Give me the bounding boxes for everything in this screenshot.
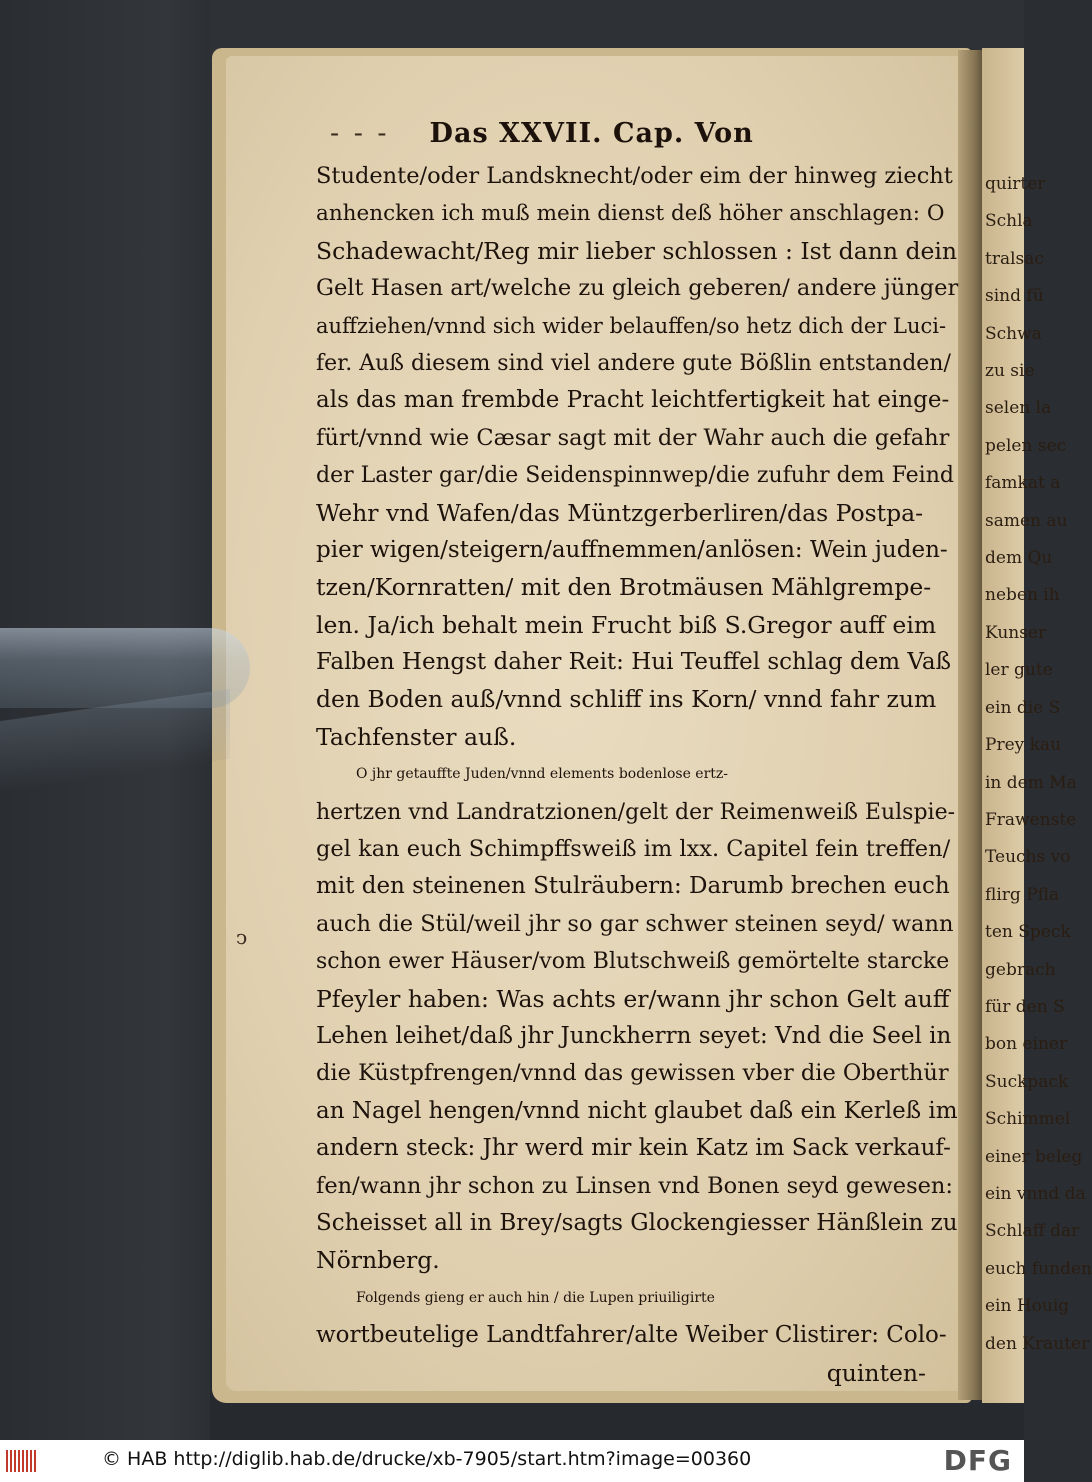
text-line: Studente/oder Landsknecht/oder eim der hinweg ziecht <box>316 163 953 189</box>
margin-mark: ↄ <box>236 925 248 949</box>
next-page-line: Schla <box>985 211 1033 232</box>
text-line: quinten- <box>826 1358 926 1387</box>
footer-bar <box>0 1440 1024 1482</box>
next-page-line: den Krauter <box>985 1333 1090 1354</box>
next-page-line: tralsac <box>985 248 1044 269</box>
next-page-fragments <box>982 166 1092 1363</box>
dfg-logo: DFG <box>943 1444 1012 1477</box>
next-page-line: bon einer <box>985 1034 1068 1055</box>
header-dashes: - - - <box>330 118 390 149</box>
text-line: O jhr getauffte Juden/vnnd elements bodenlose ertz- <box>356 766 729 783</box>
next-page-line: Frawenste <box>985 809 1077 830</box>
page-text <box>316 158 959 1392</box>
next-page-line: Schimmel <box>985 1109 1071 1130</box>
footer-credit: © HAB http://diglib.hab.de/drucke/xb-7905/start.htm?image=00360 <box>102 1448 752 1470</box>
text-line: mit den steinenen Stulräubern: Darumb brechen euch <box>316 873 950 900</box>
text-line: len. Ja/ich behalt mein Frucht biß S.Gregor auff eim <box>316 610 937 639</box>
next-page-line: dem Qu <box>985 548 1053 569</box>
next-page-line: ler gute <box>985 660 1053 681</box>
next-page-line: Teuchs vo <box>985 847 1071 868</box>
next-page-line: pelen sec <box>985 435 1067 456</box>
next-page-line: für den S <box>985 996 1065 1017</box>
text-line: Wehr vnd Wafen/das Müntzgerberliren/das Postpa- <box>316 498 924 527</box>
next-page-line: selen la <box>985 398 1052 419</box>
hab-logo-icon <box>6 1450 40 1472</box>
text-line: auch die Stül/weil jhr so gar schwer steinen seyd/ wann <box>316 910 954 937</box>
text-line: anhencken ich muß mein dienst deß höher anschlagen: O <box>316 201 945 227</box>
text-line: auffziehen/vnnd sich wider belauffen/so hetz dich der Luci- <box>316 313 947 338</box>
text-line: Folgends gieng er auch hin / die Lupen priuiligirte <box>356 1289 715 1306</box>
next-page-line: famkat a <box>985 473 1061 494</box>
next-page-line: Prey kau <box>985 735 1062 756</box>
next-page-line: gebrach <box>985 959 1056 980</box>
next-page-line: einer beleg <box>985 1146 1083 1167</box>
running-header <box>330 118 930 149</box>
next-page-line: Schwa <box>985 323 1042 344</box>
text-line: hertzen vnd Landratzionen/gelt der Reimenweiß Eulspie- <box>316 799 956 825</box>
next-page-line: flirg Pfla <box>985 884 1060 905</box>
text-line: der Laster gar/die Seidenspinnwep/die zufuhr dem Feind <box>316 463 954 489</box>
running-title: Das XXVII. Cap. Von <box>429 118 754 149</box>
text-line: pier wigen/steigern/auffnemmen/anlösen: Wein juden- <box>316 536 948 563</box>
next-page-line: Schlaff dar <box>985 1221 1080 1242</box>
next-page-line: ten Speck <box>985 922 1071 943</box>
text-line: als das man frembde Pracht leichtfertigkeit hat einge- <box>316 387 950 414</box>
text-line: den Boden auß/vnnd schliff ins Korn/ vnnd fahr zum <box>316 685 937 714</box>
text-line: die Küstpfrengen/vnnd das gewissen vber die Oberthür <box>316 1060 949 1087</box>
next-page-line: sind fü <box>985 286 1044 307</box>
next-page-line: ein die S <box>985 697 1061 718</box>
text-line: Pfeyler haben: Was achts er/wann jhr schon Gelt auff <box>316 984 950 1013</box>
next-page-line: zu sie <box>985 361 1035 382</box>
text-line: Tachfenster auß. <box>316 722 517 751</box>
next-page-line: ein Houig <box>985 1296 1070 1317</box>
text-line: wortbeutelige Landtfahrer/alte Weiber Clistirer: Colo- <box>316 1322 947 1349</box>
next-page-line: euch funden <box>985 1258 1092 1279</box>
text-line: an Nagel hengen/vnnd nicht glaubet daß ein Kerleß im <box>316 1097 958 1124</box>
next-page-line: quirter <box>985 174 1046 194</box>
next-page-line: Suckpack <box>985 1071 1069 1092</box>
text-line: fen/wann jhr schon zu Linsen vnd Bonen seyd gewesen: <box>316 1172 953 1199</box>
text-line: tzen/Kornratten/ mit den Brotmäusen Mählgrempe- <box>316 573 932 602</box>
next-page-line: neben ih <box>985 585 1060 606</box>
text-line: Scheisset all in Brey/sagts Glockengiesser Hänßlein zu <box>316 1209 958 1236</box>
next-page-line: in dem Ma <box>985 772 1077 793</box>
text-line: Nörnberg. <box>316 1246 440 1275</box>
text-line: schon ewer Häuser/vom Blutschweiß gemörtelte starcke <box>316 949 950 975</box>
text-line: Schadewacht/Reg mir lieber schlossen : Ist dann dein <box>316 236 958 265</box>
text-line: Falben Hengst daher Reit: Hui Teuffel schlag dem Vaß <box>316 649 952 676</box>
text-line: andern steck: Jhr werd mir kein Katz im Sack verkauf- <box>316 1135 951 1162</box>
text-line: fürt/vnnd wie Cæsar sagt mit der Wahr auch die gefahr <box>316 424 950 451</box>
next-page-line: samen au <box>985 510 1068 531</box>
text-line: Lehen leihet/daß jhr Junckherrn seyet: Vnd die Seel in <box>316 1022 952 1049</box>
text-line: Gelt Hasen art/welche zu gleich geberen/ andere jünger <box>316 275 959 302</box>
text-line: gel kan euch Schimpffsweiß im lxx. Capitel fein treffen/ <box>316 836 951 863</box>
text-line: fer. Auß diesem sind viel andere gute Bößlin entstanden/ <box>316 350 951 376</box>
next-page-strip <box>982 48 1092 1403</box>
next-page-line: Kunser <box>985 622 1047 643</box>
book-gutter <box>958 50 984 1400</box>
next-page-line: ein vnnd da <box>985 1183 1086 1204</box>
